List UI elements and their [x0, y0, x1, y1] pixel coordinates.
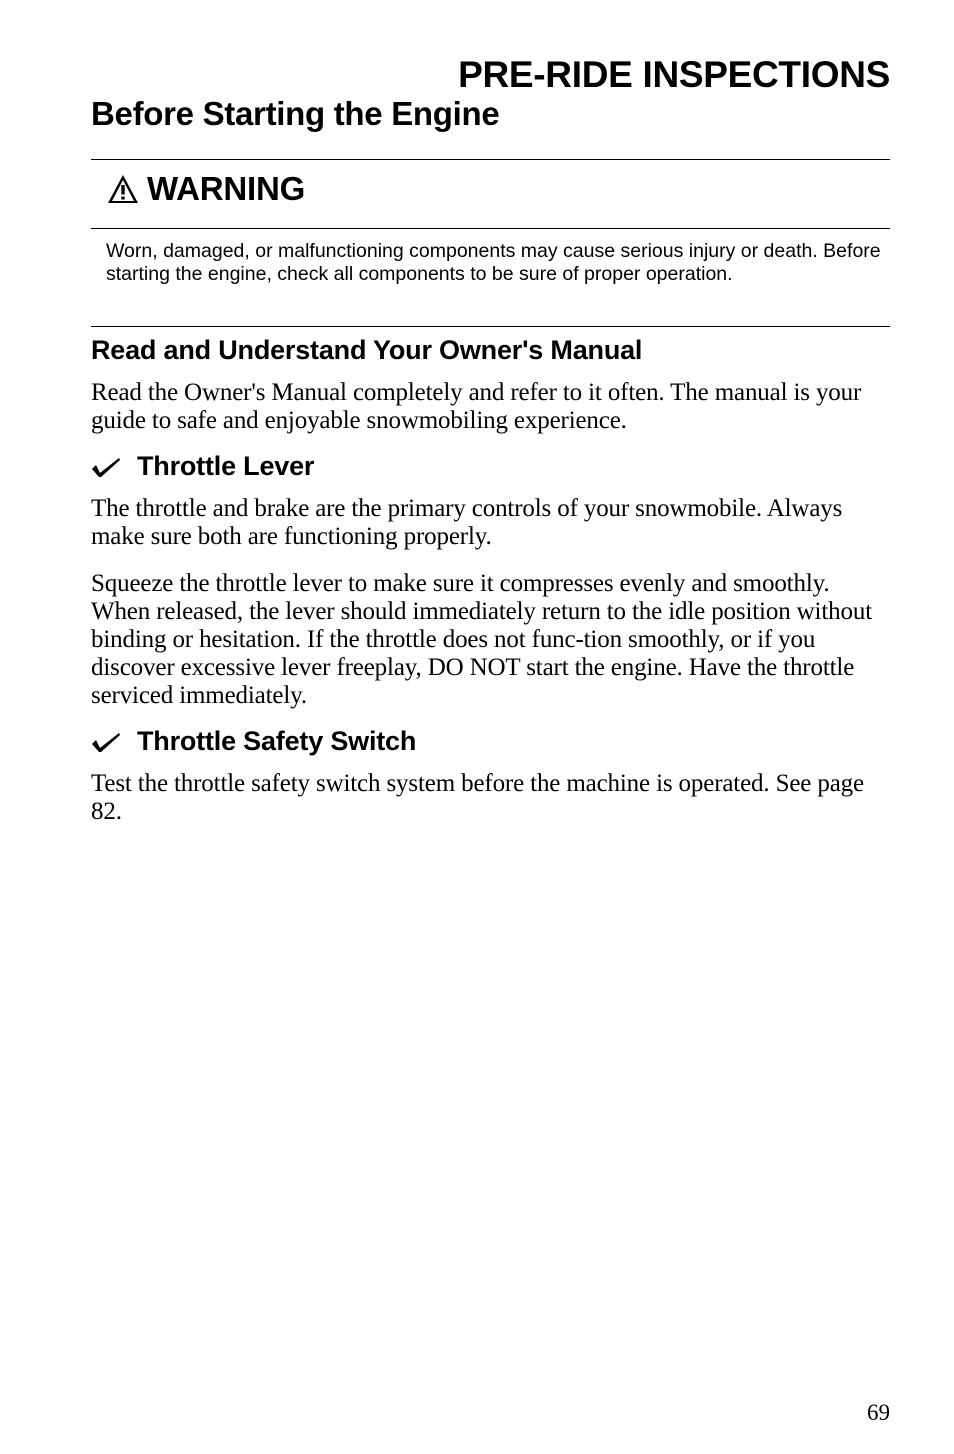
warning-divider — [91, 228, 890, 229]
chapter-title: PRE-RIDE INSPECTIONS — [458, 54, 890, 95]
heading-throttle-lever-text: Throttle Lever — [137, 451, 315, 481]
paragraph-throttle-safety-switch: Test the throttle safety switch system before the machine is operated. See page 82. — [91, 770, 864, 825]
heading-throttle-lever — [91, 451, 314, 482]
warning-label: WARNING — [147, 170, 306, 207]
warning-triangle-icon — [107, 174, 139, 204]
heading-owners-manual — [91, 335, 642, 366]
heading-throttle-safety-switch-text: Throttle Safety Switch — [137, 726, 417, 756]
paragraph-owners-manual: Read the Owner's Manual completely and refer to it often. The manual is your guide to safe and enjoyable snowmobiling experience. — [91, 379, 862, 434]
heading-throttle-safety-switch — [91, 726, 416, 757]
page-number: 69 — [867, 1400, 890, 1425]
paragraph-throttle-squeeze: Squeeze the throttle lever to make sure it compresses evenly and smoothly. When released, the lever should immediately return to the idle position without binding or hesitation. If the throttle does not func-tion smoothly, or if you discover excessive lever freeplay, DO NOT start the engine. Have the throttle serviced immediately. — [91, 570, 872, 709]
warning-header — [107, 170, 305, 208]
paragraph-throttle-controls: The throttle and brake are the primary controls of your snowmobile. Always make sure both are functioning properly. — [91, 495, 843, 550]
heading-owners-manual-text: Read and Understand Your Owner's Manual — [91, 335, 643, 365]
checkmark-icon — [91, 456, 121, 478]
warning-box — [91, 159, 890, 327]
warning-text: Worn, damaged, or malfunctioning components may cause serious injury or death. Before starting the engine, check all components to be sure of proper operation. — [106, 240, 881, 285]
checkmark-icon — [91, 731, 121, 753]
section-title: Before Starting the Engine — [91, 95, 500, 132]
manual-page — [91, 0, 890, 1454]
